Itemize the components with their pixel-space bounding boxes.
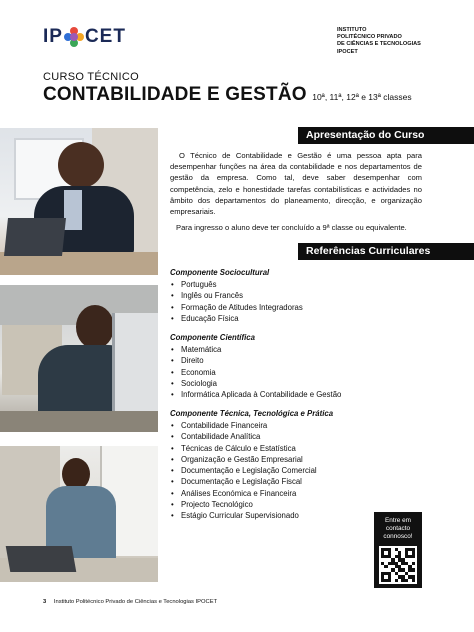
footer <box>43 599 217 605</box>
list-item: • Contabilidade Financeira <box>170 420 400 431</box>
component-cientifica <box>170 333 400 400</box>
component-sociocultural <box>170 268 400 324</box>
list-item: • Matemática <box>170 344 400 355</box>
course-title-text: CONTABILIDADE E GESTÃO <box>43 84 307 105</box>
course-years: 10ª, 11ª, 12ª e 13ª classes <box>312 92 412 102</box>
list-item: • Português <box>170 279 400 290</box>
footer-text: Instituto Politécnico Privado de Ciências e Tecnologias IPOCET <box>53 599 218 605</box>
flower-logo-icon <box>64 27 84 47</box>
component-title: Componente Sociocultural <box>170 268 270 277</box>
component-title: Componente Científica <box>170 333 255 342</box>
list-item: • Estágio Curricular Supervisionado <box>170 510 400 521</box>
list-item: • Formação de Atitudes Integradoras <box>170 302 400 313</box>
list-item: • Sociologia <box>170 378 400 389</box>
photo-student-standing-laptop <box>0 446 158 582</box>
photo-student-laptop <box>0 128 158 275</box>
list-item: • Documentação e Legislação Comercial <box>170 465 400 476</box>
contact-qr-box[interactable] <box>374 512 422 588</box>
list-item: • Projecto Tecnológico <box>170 499 400 510</box>
list-item: • Informática Aplicada à Contabilidade e Gestão <box>170 389 400 400</box>
institute-name: INSTITUTO POLITÉCNICO PRIVADO DE CIÊNCIAS E TECNOLOGIAS IPOCET <box>337 27 421 55</box>
list-item: • Documentação e Legislação Fiscal <box>170 476 400 487</box>
list-item: • Direito <box>170 355 400 366</box>
presentation-heading: Apresentação do Curso <box>298 127 474 144</box>
list-item: • Análises Económica e Financeira <box>170 488 400 499</box>
ipocet-logo <box>43 26 126 48</box>
curriculum-heading: Referências Curriculares <box>298 243 474 260</box>
admission-requirement: Para ingresso o aluno deve ter concluído a 9ª classe ou equivalente. <box>176 223 407 232</box>
list-item: • Educação Física <box>170 313 400 324</box>
course-title <box>43 84 412 106</box>
presentation-paragraph: O Técnico de Contabilidade e Gestão é uma pessoa apta para desempenhar funções na área da contabilidade e nos departamentos de gestão da empresa. Como tal, deve saber desempenhar com competência, zelo e honestidade tarefas contabilísticas e actividades no âmbito dos departamentos do planeamento, direcção, e organização empresariais. <box>170 151 422 217</box>
qr-code-icon[interactable] <box>379 546 417 584</box>
logo-text-left: IP <box>43 26 63 47</box>
component-tecnica <box>170 409 400 522</box>
photo-man-glasses-laptop <box>0 285 158 432</box>
list-item: • Economia <box>170 367 400 378</box>
contact-text: Entre em contacto connosco! <box>383 517 413 540</box>
course-kind: CURSO TÉCNICO <box>43 71 139 83</box>
list-item: • Contabilidade Analítica <box>170 431 400 442</box>
logo-text-right: CET <box>84 26 126 47</box>
page-number: 3 <box>43 599 47 605</box>
component-title: Componente Técnica, Tecnológica e Prática <box>170 409 334 418</box>
list-item: • Inglês ou Francês <box>170 290 400 301</box>
list-item: • Organização e Gestão Empresarial <box>170 454 400 465</box>
list-item: • Técnicas de Cálculo e Estatística <box>170 443 400 454</box>
